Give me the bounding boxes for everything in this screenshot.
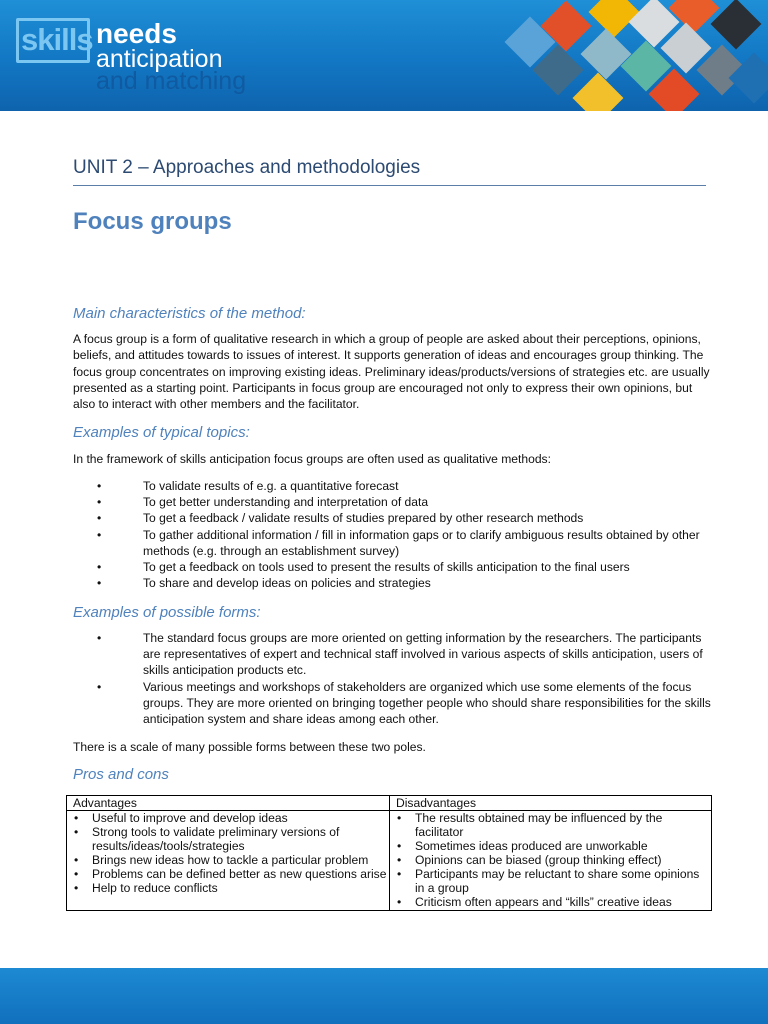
photo-mosaic <box>500 0 768 111</box>
bullet-icon: • <box>74 881 79 895</box>
column-header-disadvantages: Disadvantages <box>390 796 712 811</box>
logo-anticipation-text: anticipation <box>96 45 223 73</box>
list-item-text: To validate results of e.g. a quantitative forecast <box>143 479 399 493</box>
bullet-icon: • <box>97 495 102 510</box>
bullet-icon: • <box>97 527 102 542</box>
list-item-text: The results obtained may be influenced by the facilitator <box>415 811 663 839</box>
list-item-text: To get a feedback on tools used to present the results of skills anticipation to the final users <box>143 560 630 575</box>
bullet-icon: • <box>397 811 402 825</box>
footer-banner <box>0 968 768 1024</box>
characteristics-paragraph: A focus group is a form of qualitative research in which a group of people are asked about their perceptions, opinions, beliefs, and attitudes towards to issues of interest. It supports generation of ideas and encourages group thinking. The focus group concentrates on improving existing ideas. Preliminary ideas/products/versions of strategies etc. are usually presented as a starting point. Participants in focus group are encouraged not only to express their own opinions, but also to interact with other members and the facilitator. <box>73 332 710 412</box>
list-item <box>73 559 713 575</box>
list-item <box>73 630 713 679</box>
forms-closing: There is a scale of many possible forms between these two poles. <box>73 740 426 754</box>
list-item <box>73 527 713 559</box>
bullet-icon: • <box>97 479 102 493</box>
list-item <box>71 853 387 867</box>
list-item-text: To get a feedback / validate results of studies prepared by other research methods <box>143 511 584 526</box>
column-header-advantages: Advantages <box>67 796 390 811</box>
bullet-icon: • <box>397 853 402 867</box>
table-header-row <box>67 796 712 811</box>
list-item <box>73 679 713 728</box>
unit-divider <box>73 185 706 186</box>
list-item-text: Participants may be reluctant to share some opinions in a group <box>415 867 700 895</box>
list-item-text: To gather additional information / fill in information gaps or to clarify ambiguous results obtained by other methods (e.g. through an establishment survey) <box>143 527 700 558</box>
logo-needs-text: needs <box>96 18 177 49</box>
page-title: Focus groups <box>73 208 232 235</box>
bullet-icon: • <box>74 867 79 881</box>
list-item-text: Useful to improve and develop ideas <box>92 811 288 825</box>
list-item <box>71 811 387 825</box>
mosaic-tile <box>581 29 632 80</box>
list-item-text: Criticism often appears and “kills” creative ideas <box>415 895 672 909</box>
bullet-icon: • <box>397 867 402 881</box>
bullet-icon: • <box>97 576 102 591</box>
mosaic-tile <box>573 73 624 111</box>
list-item-text: Sometimes ideas produced are unworkable <box>415 839 648 853</box>
bullet-icon: • <box>97 511 102 526</box>
bullet-icon: • <box>97 679 102 694</box>
list-item <box>71 867 387 881</box>
forms-list <box>73 630 713 727</box>
section-heading-pros-cons: Pros and cons <box>73 766 169 783</box>
list-item <box>73 575 713 591</box>
bullet-icon: • <box>97 560 102 575</box>
bullet-icon: • <box>397 895 402 909</box>
section-heading-characteristics: Main characteristics of the method: <box>73 305 306 322</box>
list-item <box>394 811 709 839</box>
section-heading-forms: Examples of possible forms: <box>73 604 261 621</box>
list-item-text: To share and develop ideas on policies and strategies <box>143 576 431 591</box>
list-item-text: Strong tools to validate preliminary versions of results/ideas/tools/strategies <box>92 825 340 853</box>
list-item <box>394 895 709 909</box>
list-item <box>73 478 713 494</box>
list-item <box>394 839 709 853</box>
bullet-icon: • <box>97 631 102 645</box>
pros-cons-table <box>66 795 712 911</box>
list-item <box>394 867 709 895</box>
list-item <box>394 853 709 867</box>
header-banner <box>0 0 768 111</box>
bullet-icon: • <box>74 811 79 825</box>
bullet-icon: • <box>74 825 79 839</box>
unit-title: UNIT 2 – Approaches and methodologies <box>73 157 421 178</box>
table-row <box>67 811 712 911</box>
topics-list <box>73 478 713 591</box>
disadvantages-cell <box>390 811 712 911</box>
logo <box>16 18 306 98</box>
list-item-text: Opinions can be biased (group thinking effect) <box>415 853 662 867</box>
list-item-text: The standard focus groups are more oriented on getting information by the researchers. The participants are representatives of expert and technical staff involved in various aspects of skills anticipation, users of skills anticipation products etc. <box>143 631 703 678</box>
topics-intro: In the framework of skills anticipation focus groups are often used as qualitative methods: <box>73 452 551 466</box>
advantages-list <box>71 811 387 895</box>
list-item-text: To get better understanding and interpretation of data <box>143 495 429 510</box>
list-item <box>73 510 713 526</box>
list-item <box>71 881 387 895</box>
mosaic-tile <box>669 0 720 33</box>
logo-matching-text: and matching <box>96 67 247 95</box>
advantages-cell <box>67 811 390 911</box>
list-item-text: Problems can be defined better as new questions arise <box>92 867 387 881</box>
list-item <box>71 825 387 853</box>
bullet-icon: • <box>397 839 402 853</box>
list-item <box>73 494 713 510</box>
list-item-text: Brings new ideas how to tackle a particular problem <box>92 853 369 867</box>
disadvantages-list <box>394 811 709 909</box>
section-heading-topics: Examples of typical topics: <box>73 424 250 441</box>
logo-skills-box: skills <box>16 18 90 63</box>
list-item-text: Help to reduce conflicts <box>92 881 218 895</box>
list-item-text: Various meetings and workshops of stakeholders are organized which use some elements of the focus groups. They are more oriented on bringing together people who should share responsibilities for the skills anticipation system and share ideas among each other. <box>143 679 711 727</box>
bullet-icon: • <box>74 853 79 867</box>
